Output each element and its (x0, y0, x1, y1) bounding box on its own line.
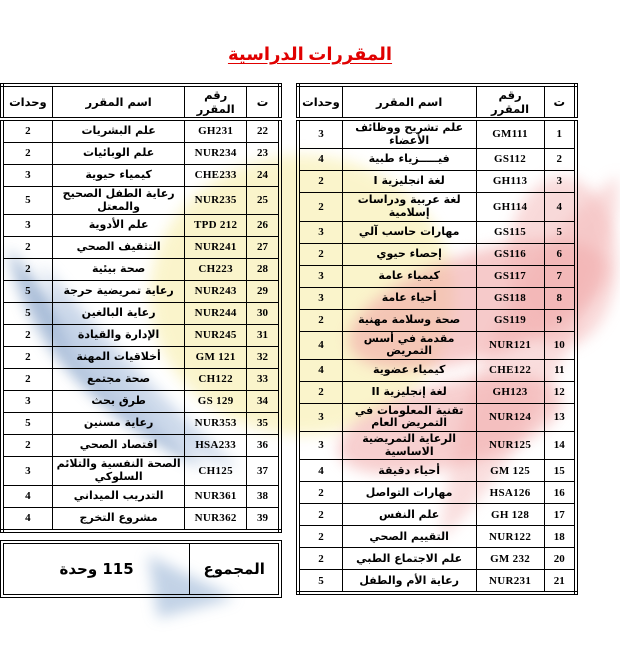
cell-code: NUR353 (185, 413, 246, 435)
cell-name: كيمياء حيوية (52, 165, 185, 187)
cell-units: 4 (2, 485, 52, 507)
cell-code: CH122 (185, 369, 246, 391)
cell-code: CH223 (185, 259, 246, 281)
cell-units: 3 (298, 432, 342, 460)
table-row (298, 548, 576, 570)
cell-num: 25 (246, 187, 280, 215)
cell-code: GH114 (476, 193, 544, 221)
cell-name: رعاية تمريضية حرجة (52, 281, 185, 303)
header-units: وحدات (298, 85, 342, 119)
table-row (298, 171, 576, 193)
cell-units: 3 (2, 215, 52, 237)
cell-units: 3 (298, 403, 342, 431)
tables-container (0, 83, 578, 598)
cell-name: أخلاقيات المهنة (52, 347, 185, 369)
cell-units: 2 (298, 309, 342, 331)
cell-name: علم الوبائيات (52, 143, 185, 165)
cell-units: 4 (298, 359, 342, 381)
cell-name: أحياء دقيقة (342, 460, 476, 482)
cell-num: 29 (246, 281, 280, 303)
table-row (2, 281, 280, 303)
table-row (2, 369, 280, 391)
cell-code: GH231 (185, 119, 246, 143)
table-row (2, 187, 280, 215)
cell-units: 2 (298, 381, 342, 403)
cell-code: TPD 212 (185, 215, 246, 237)
total-label: المجموع (189, 544, 278, 594)
cell-units: 3 (298, 265, 342, 287)
table-row (298, 460, 576, 482)
cell-num: 20 (544, 548, 576, 570)
cell-units: 2 (298, 482, 342, 504)
cell-code: NUR125 (476, 432, 544, 460)
table-row (298, 482, 576, 504)
total-units: 115 وحدة (59, 559, 134, 578)
cell-name: الصحة النفسية والتلائم السلوكي (52, 457, 185, 485)
cell-num: 11 (544, 359, 576, 381)
table-row (2, 347, 280, 369)
cell-units: 5 (2, 281, 52, 303)
table-row (2, 237, 280, 259)
cell-units: 2 (2, 325, 52, 347)
table-row (2, 457, 280, 485)
left-column (0, 83, 282, 598)
cell-code: HSA233 (185, 435, 246, 457)
cell-num: 3 (544, 171, 576, 193)
cell-name: مشروع التخرج (52, 507, 185, 531)
cell-name: التثقيف الصحي (52, 237, 185, 259)
cell-num: 1 (544, 119, 576, 149)
cell-units: 2 (298, 526, 342, 548)
header-name: اسم المقرر (342, 85, 476, 119)
cell-code: CHE233 (185, 165, 246, 187)
cell-code: NUR231 (476, 570, 544, 594)
table-row (2, 165, 280, 187)
cell-num: 23 (246, 143, 280, 165)
cell-units: 4 (298, 331, 342, 359)
cell-name: علم النفس (342, 504, 476, 526)
table-row (2, 303, 280, 325)
table-row (2, 259, 280, 281)
cell-num: 4 (544, 193, 576, 221)
cell-code: GS 129 (185, 391, 246, 413)
cell-code: NUR122 (476, 526, 544, 548)
cell-num: 36 (246, 435, 280, 457)
cell-code: NUR234 (185, 143, 246, 165)
table-row (298, 570, 576, 594)
cell-name: التدريب الميداني (52, 485, 185, 507)
cell-name: الرعاية التمريضية الاساسية (342, 432, 476, 460)
cell-num: 28 (246, 259, 280, 281)
cell-units: 2 (2, 369, 52, 391)
cell-units: 3 (298, 221, 342, 243)
cell-units: 4 (298, 460, 342, 482)
cell-units: 5 (2, 187, 52, 215)
cell-units: 2 (2, 237, 52, 259)
header-num: ت (246, 85, 280, 119)
cell-units: 2 (298, 171, 342, 193)
cell-code: GS116 (476, 243, 544, 265)
cell-num: 15 (544, 460, 576, 482)
cell-units: 2 (298, 243, 342, 265)
cell-name: صحة مجتمع (52, 369, 185, 391)
cell-units: 2 (2, 347, 52, 369)
cell-units: 4 (298, 149, 342, 171)
header-code: رقم المقرر (476, 85, 544, 119)
cell-code: NUR362 (185, 507, 246, 531)
table-row (2, 143, 280, 165)
table-row (2, 391, 280, 413)
table-row (298, 193, 576, 221)
cell-units: 4 (2, 507, 52, 531)
table-row (298, 309, 576, 331)
cell-name: صحة وسلامة مهنية (342, 309, 476, 331)
cell-units: 2 (2, 143, 52, 165)
table-row (2, 325, 280, 347)
cell-name: علم الاجتماع الطبي (342, 548, 476, 570)
cell-code: GS117 (476, 265, 544, 287)
cell-units: 5 (2, 303, 52, 325)
cell-num: 6 (544, 243, 576, 265)
cell-units: 2 (2, 119, 52, 143)
cell-units: 2 (298, 193, 342, 221)
cell-units: 3 (2, 457, 52, 485)
cell-name: اقتصاد الصحي (52, 435, 185, 457)
cell-code: GM111 (476, 119, 544, 149)
cell-num: 34 (246, 391, 280, 413)
table-row (298, 265, 576, 287)
cell-num: 27 (246, 237, 280, 259)
cell-code: GH123 (476, 381, 544, 403)
cell-num: 13 (544, 403, 576, 431)
cell-name: علم الأدوية (52, 215, 185, 237)
table-row (298, 221, 576, 243)
page-title: المقررات الدراسية (227, 44, 393, 64)
cell-num: 26 (246, 215, 280, 237)
course-table-22-39 (0, 83, 282, 533)
table-row (298, 381, 576, 403)
table-header (298, 85, 576, 119)
course-table-1-21 (296, 83, 578, 595)
cell-units: 3 (298, 119, 342, 149)
header-code: رقم المقرر (185, 85, 246, 119)
table-row (298, 243, 576, 265)
header-units: وحدات (2, 85, 52, 119)
cell-name: فيـــــزياء طبية (342, 149, 476, 171)
cell-units: 2 (2, 435, 52, 457)
cell-num: 16 (544, 482, 576, 504)
cell-code: GS115 (476, 221, 544, 243)
cell-name: رعاية البالغين (52, 303, 185, 325)
cell-code: NUR241 (185, 237, 246, 259)
cell-name: لغة انجليزية I (342, 171, 476, 193)
cell-num: 22 (246, 119, 280, 143)
cell-name: صحة بيئية (52, 259, 185, 281)
table-row (298, 287, 576, 309)
table-row (298, 432, 576, 460)
cell-name: لغة عربية ودراسات إسلامية (342, 193, 476, 221)
cell-code: NUR243 (185, 281, 246, 303)
cell-num: 31 (246, 325, 280, 347)
cell-name: طرق بحث (52, 391, 185, 413)
table-row (298, 526, 576, 548)
table-row (298, 359, 576, 381)
cell-code: GM 232 (476, 548, 544, 570)
cell-num: 30 (246, 303, 280, 325)
cell-name: مهارات التواصل (342, 482, 476, 504)
table-header (2, 85, 280, 119)
cell-units: 5 (2, 413, 52, 435)
cell-code: GS119 (476, 309, 544, 331)
table-row (298, 331, 576, 359)
cell-name: الإدارة والقيادة (52, 325, 185, 347)
cell-name: علم تشريح ووظائف الأعضاء (342, 119, 476, 149)
cell-name: أحياء عامة (342, 287, 476, 309)
cell-units: 3 (298, 287, 342, 309)
cell-num: 10 (544, 331, 576, 359)
cell-units: 5 (298, 570, 342, 594)
table-row (2, 485, 280, 507)
cell-code: GM 121 (185, 347, 246, 369)
cell-num: 37 (246, 457, 280, 485)
table-row (2, 413, 280, 435)
cell-name: كيمياء عامة (342, 265, 476, 287)
table-row (2, 215, 280, 237)
cell-num: 18 (544, 526, 576, 548)
cell-name: إحصاء حيوي (342, 243, 476, 265)
cell-units: 3 (2, 391, 52, 413)
cell-num: 39 (246, 507, 280, 531)
cell-name: رعاية الطفل الصحيح والمعتل (52, 187, 185, 215)
cell-name: رعاية مسنين (52, 413, 185, 435)
cell-code: NUR361 (185, 485, 246, 507)
cell-code: GM 125 (476, 460, 544, 482)
cell-num: 14 (544, 432, 576, 460)
cell-code: NUR124 (476, 403, 544, 431)
cell-name: مقدمة في أسس التمريض (342, 331, 476, 359)
cell-name: كيمياء عضوية (342, 359, 476, 381)
cell-num: 2 (544, 149, 576, 171)
cell-units: 2 (2, 259, 52, 281)
cell-name: تقنية المعلومات في التمريض العام (342, 403, 476, 431)
header-num: ت (544, 85, 576, 119)
table-row (298, 149, 576, 171)
cell-num: 33 (246, 369, 280, 391)
cell-name: التقييم الصحي (342, 526, 476, 548)
cell-code: NUR121 (476, 331, 544, 359)
cell-name: لغة إنجليزية II (342, 381, 476, 403)
cell-num: 12 (544, 381, 576, 403)
cell-units: 3 (2, 165, 52, 187)
table-row (2, 435, 280, 457)
cell-code: NUR244 (185, 303, 246, 325)
cell-num: 24 (246, 165, 280, 187)
cell-num: 8 (544, 287, 576, 309)
cell-num: 35 (246, 413, 280, 435)
cell-code: NUR235 (185, 187, 246, 215)
cell-num: 9 (544, 309, 576, 331)
header-name: اسم المقرر (52, 85, 185, 119)
cell-name: رعاية الأم والطفل (342, 570, 476, 594)
cell-code: GH113 (476, 171, 544, 193)
cell-units: 2 (298, 548, 342, 570)
cell-code: CHE122 (476, 359, 544, 381)
cell-num: 7 (544, 265, 576, 287)
table-row (2, 507, 280, 531)
table-row (298, 403, 576, 431)
cell-code: CH125 (185, 457, 246, 485)
cell-code: GS118 (476, 287, 544, 309)
cell-units: 2 (298, 504, 342, 526)
cell-code: GS112 (476, 149, 544, 171)
cell-code: GH 128 (476, 504, 544, 526)
table-row (298, 119, 576, 149)
cell-num: 5 (544, 221, 576, 243)
cell-name: علم البشريات (52, 119, 185, 143)
table-row (298, 504, 576, 526)
table-row (2, 119, 280, 143)
cell-code: NUR245 (185, 325, 246, 347)
cell-num: 32 (246, 347, 280, 369)
cell-num: 21 (544, 570, 576, 594)
cell-num: 17 (544, 504, 576, 526)
cell-num: 38 (246, 485, 280, 507)
cell-code: HSA126 (476, 482, 544, 504)
total-row (0, 540, 282, 598)
cell-name: مهارات حاسب آلي (342, 221, 476, 243)
